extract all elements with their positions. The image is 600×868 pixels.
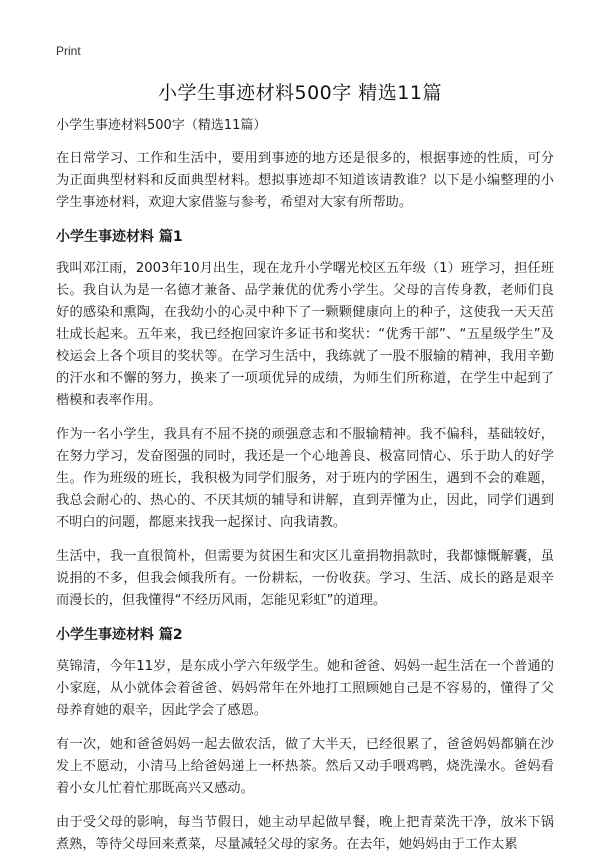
print-label: Print [56,44,81,58]
document-body [56,116,554,868]
paragraph: 有一次，她和爸爸妈妈一起去做农活，做了大半天，已经很累了，爸爸妈妈都躺在沙发上不愿动，小清马上给爸妈递上一杯热茶。然后又动手喂鸡鸭，烧洗澡水。爸妈看着小女儿忙着忙那既高兴又感动。 [56,737,554,796]
paragraph: 生活中，我一直很简朴，但需要为贫困生和灾区儿童捐物捐款时，我都慷慨解囊，虽说捐的不多，但我会倾我所有。一份耕耘，一份收获。学习、生活、成长的路是艰辛而漫长的，但我懂得“不经历风雨，怎能见彩虹”的道理。 [56,549,554,608]
paragraph: 莫锦清，今年11岁，是东成小学六年级学生。她和爸爸、妈妈一起生活在一个普通的小家庭，从小就体会着爸爸、妈妈常年在外地打工照顾她自己是不容易的，懂得了父母养育她的艰辛，因此学会了感恩。 [56,659,554,718]
document-title: 小学生事迹材料500字 精选11篇 [158,82,442,104]
section-heading: 小学生事迹材料 篇2 [56,627,183,643]
paragraph: 由于受父母的影响，每当节假日，她主动早起做早餐，晚上把青菜洗干净，放米下锅煮熟，等待父母回来煮菜，尽量减轻父母的家务。在去年，她妈妈由于工作太累 [56,815,554,852]
paragraph: 我叫邓江雨，2003年10月出生，现在龙升小学曙光校区五年级（1）班学习，担任班长。我自认为是一名德才兼备、品学兼优的优秀小学生。父母的言传身教，老师们良好的感染和熏陶，在我幼小的心灵中种下了一颗颗健康向上的种子，这使我一天天茁壮成长起来。五年来，我已经抱回家许多证书和奖状：“优秀干部”、“五星级学生”及校运会上各个项目的奖状等。在学习生活中，我练就了一股不服输的精神，我用辛勤的汗水和不懈的努力，换来了一项项优异的成绩，为师生们所称道，在学生中起到了楷模和表率作用。 [56,261,554,408]
section-1 [56,226,554,612]
intro-paragraph: 在日常学习、工作和生活中，要用到事迹的地方还是很多的，根据事迹的性质，可分为正面典型材料和反面典型材料。想拟事迹却不知道该请教谁？以下是小编整理的小学生事迹材料，欢迎大家借鉴与参考，希望对大家有所帮助。 [56,151,554,210]
section-heading: 小学生事迹材料 篇1 [56,229,183,245]
document-subtitle: 小学生事迹材料500字（精选11篇） [56,118,267,133]
paragraph: 作为一名小学生，我具有不屈不挠的顽强意志和不服输精神。我不偏科，基础较好，在努力学习，发奋图强的同时，我还是一个心地善良、极富同情心、乐于助人的好学生。作为班级的班长，我积极为同学们服务，对于班内的学困生，遇到不会的难题，我总会耐心的、热心的、不厌其烦的辅导和讲解，直到弄懂为止，因此，同学们遇到不明白的问题，都愿来找我一起探讨、向我请教。 [56,427,554,530]
section-2 [56,624,554,856]
